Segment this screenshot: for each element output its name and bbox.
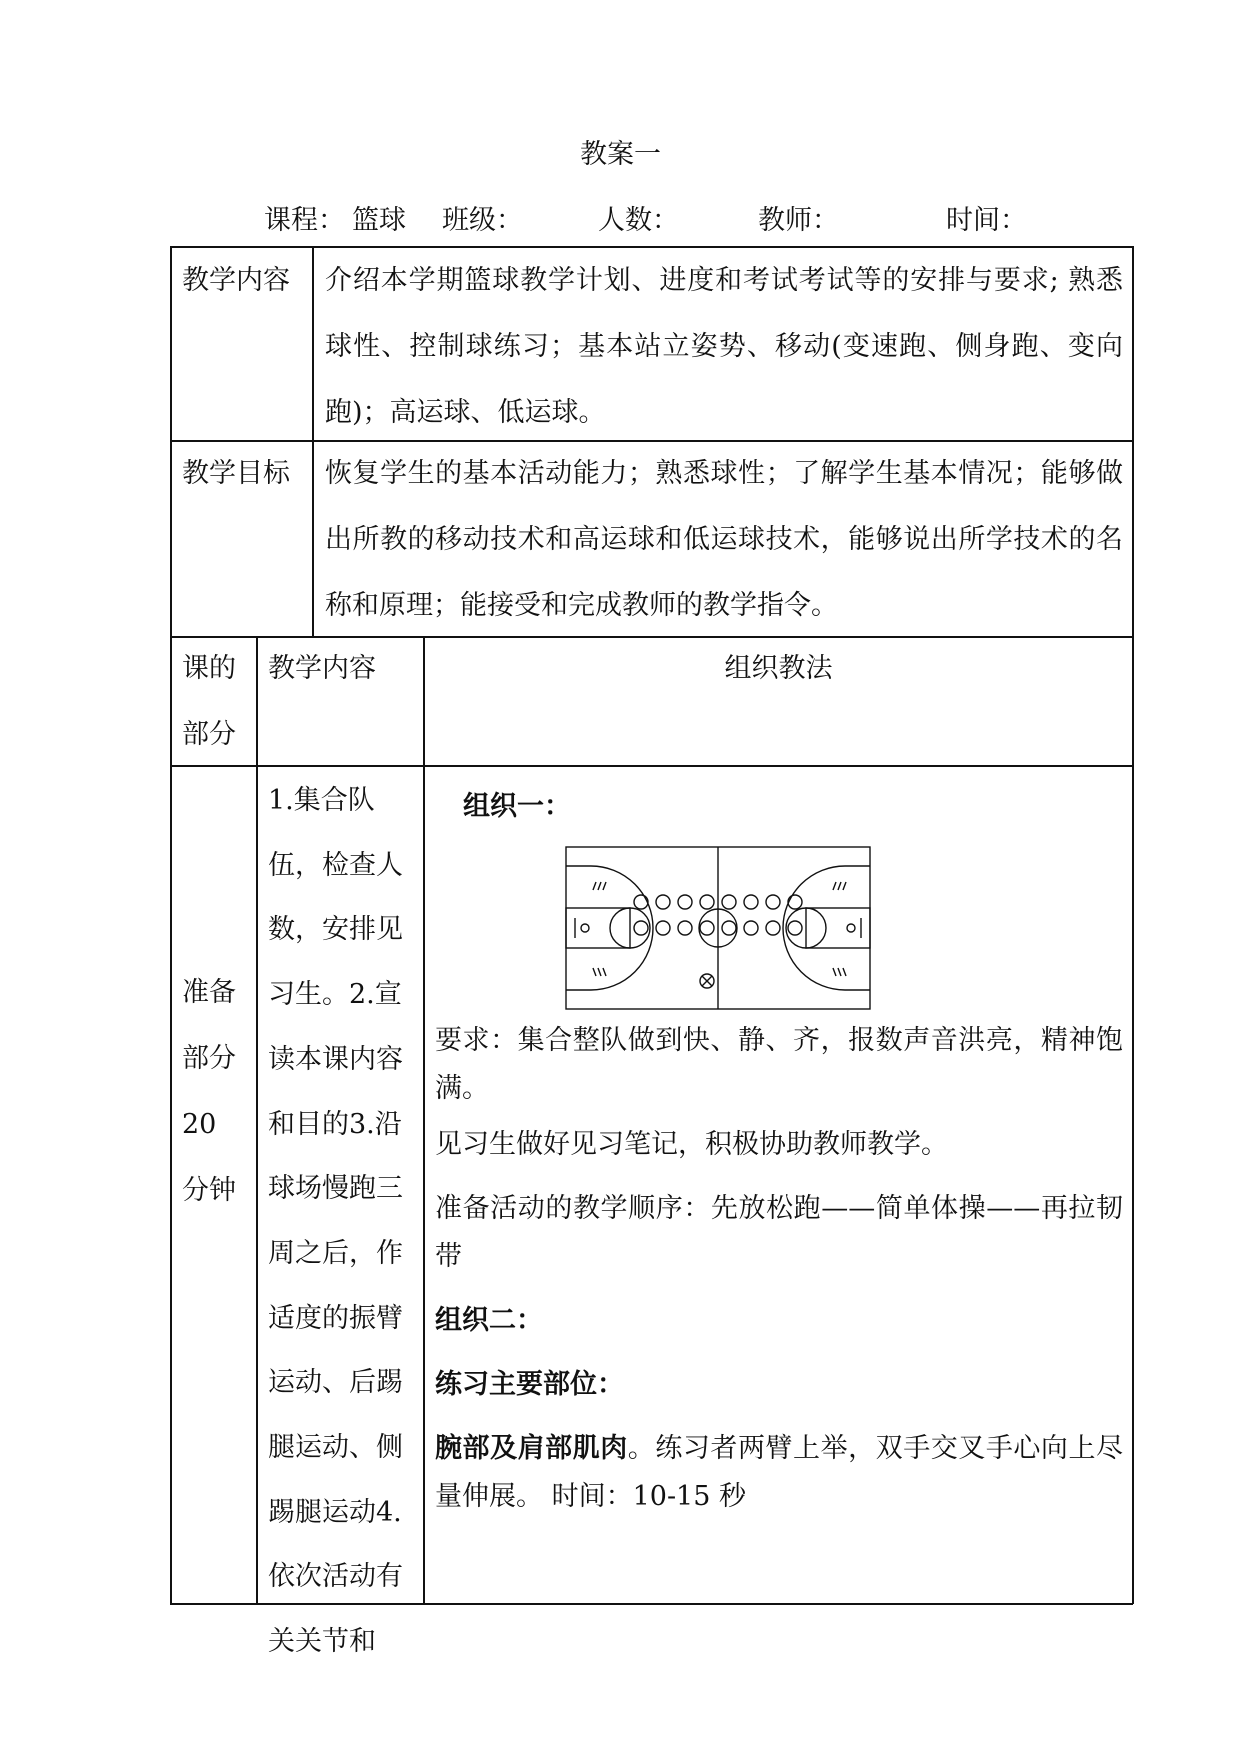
course-value: 篮球 — [352, 205, 406, 236]
prep-items: 1.集合队伍，检查人数，安排见习生。2.宣读本课内容和目的3.沿球场慢跑三周之后，作适度的振臂运动、后踢腿运动、侧踢腿运动4.依次活动有关关节和 — [268, 785, 403, 1658]
practice-title: 练习主要部位： — [435, 1369, 624, 1400]
header-content: 教学内容 — [268, 653, 376, 684]
time-label: 时间： — [946, 205, 1027, 236]
header-part: 课的部分 — [182, 653, 236, 750]
content-label: 教学内容 — [182, 265, 290, 296]
goal-label: 教学目标 — [182, 458, 290, 489]
org1-title: 组织一： — [463, 791, 571, 822]
organization-section — [435, 1017, 1123, 1521]
practice-paragraph — [435, 1425, 1123, 1521]
course-label: 课程： — [264, 205, 345, 236]
observer-note: 见习生做好见习笔记，积极协助教师教学。 — [435, 1129, 948, 1160]
practice-bold: 腕部及肩部肌肉 — [435, 1433, 628, 1464]
count-label: 人数： — [598, 205, 679, 236]
practice-text: 。练习者两臂上举，双手交叉手心向上尽量伸展。 时间：10-15 秒 — [435, 1433, 1124, 1512]
class-label: 班级： — [442, 205, 523, 236]
header-method: 组织教法 — [724, 653, 833, 684]
prep-part: 准备部分20分钟 — [182, 977, 236, 1206]
requirement-text: 要求：集合整队做到快、静、齐，报数声音洪亮，精神饱满。 — [435, 1025, 1123, 1104]
basketball-court-diagram — [565, 846, 871, 1010]
warmup-order-text: 准备活动的教学顺序：先放松跑——简单体操——再拉韧带 — [435, 1193, 1123, 1272]
content-text: 介绍本学期篮球教学计划、进度和考试考试等的安排与要求; 熟悉球性、控制球练习；基本站立姿势、移动(变速跑、侧身跑、变向跑)；高运球、低运球。 — [325, 265, 1123, 428]
goal-text: 恢复学生的基本活动能力；熟悉球性；了解学生基本情况；能够做出所教的移动技术和高运球和低运球技术，能够说出所学技术的名称和原理；能接受和完成教师的教学指令。 — [325, 458, 1123, 621]
document-title: 教案一 — [580, 139, 661, 170]
org2-title: 组织二： — [435, 1305, 543, 1336]
teacher-label: 教师： — [758, 205, 839, 236]
